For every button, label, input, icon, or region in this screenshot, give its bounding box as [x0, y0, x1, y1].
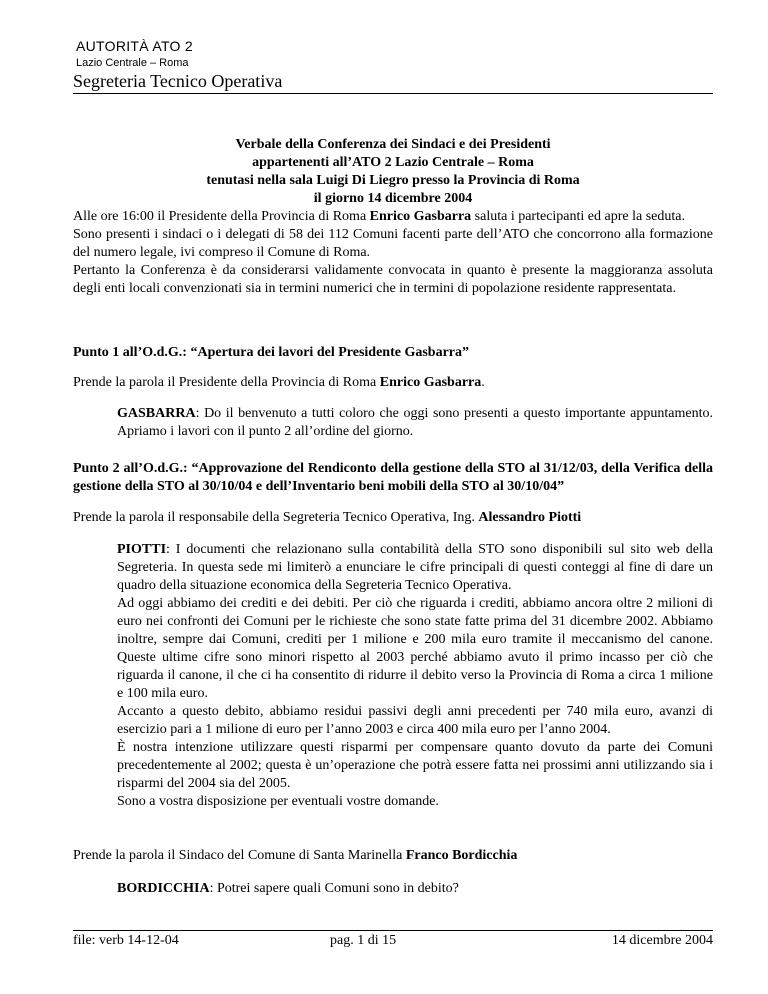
- speech-paragraph: Sono a vostra disposizione per eventuali vostre domande.: [117, 794, 439, 809]
- speaker-intro: Prende la parola il Presidente della Provincia di Roma Enrico Gasbarra.: [73, 375, 485, 390]
- speech-paragraph: Ad oggi abbiamo dei crediti e dei debiti. Per ciò che riguarda i crediti, abbiamo ancora oltre 2 milioni di euro nei confronti dei Comuni per le richieste che sono state fatte prima del 31 dicembre 2002. Abbiamo inoltre, sempre dai Comuni, crediti per 1 milione e 200 mila euro tramite il meccanismo del canone. Queste ultime cifre sono minori rispetto al 2003 perché abbiamo avuto il primo incasso per ciò che riguarda il canone, il che ci ha consentito di ridurre il debito verso la Provincia di Roma a circa 1 milione e 100 mila euro.: [117, 596, 713, 701]
- intro-paragraph: Alle ore 16:00 il Presidente della Provincia di Roma Enrico Gasbarra saluta i partecipanti ed apre la seduta.: [73, 209, 685, 224]
- title-line: tenutasi nella sala Luigi Di Liegro presso la Provincia di Roma: [206, 173, 580, 188]
- person-name: Franco Bordicchia: [405, 848, 518, 863]
- header-region: Lazio Centrale – Roma: [76, 57, 189, 69]
- speech-gasbarra: GASBARRA: Do il benvenuto a tutti coloro che oggi sono presenti a questo importante appuntamento. Apriamo i lavori con il punto 2 all’ordine del giorno.: [117, 406, 713, 439]
- agenda-item-1-heading: Punto 1 all’O.d.G.: “Apertura dei lavori del Presidente Gasbarra”: [73, 345, 469, 360]
- footer-divider: [73, 930, 713, 931]
- speaker-label: PIOTTI: [117, 542, 167, 557]
- speaker-intro: Prende la parola il responsabile della Segreteria Tecnico Operativa, Ing. Alessandro Piotti: [73, 510, 582, 525]
- speaker-intro: Prende la parola il Sindaco del Comune di Santa Marinella Franco Bordicchia: [73, 848, 518, 863]
- person-name: Enrico Gasbarra: [369, 209, 472, 224]
- speech-paragraph: È nostra intenzione utilizzare questi risparmi per compensare quanto dovuto da parte dei Comuni precedentemente al 2002; questa è un’operazione che potrà essere fatta nei prossimi anni utilizzando sia i risparmi del 2004 sia del 2005.: [117, 740, 713, 791]
- intro-paragraph: Pertanto la Conferenza è da considerarsi validamente convocata in quanto è presente la maggioranza assoluta degli enti locali convenzionati sia in termini numerici che in termini di popolazione residente rappresentata.: [73, 263, 713, 296]
- header-department: Segreteria Tecnico Operativa: [73, 71, 283, 91]
- title-line: appartenenti all’ATO 2 Lazio Centrale – Roma: [252, 155, 534, 170]
- speech-bordicchia: BORDICCHIA: Potrei sapere quali Comuni sono in debito?: [117, 881, 459, 896]
- header-authority: AUTORITÀ ATO 2: [76, 38, 194, 54]
- title-line: il giorno 14 dicembre 2004: [313, 191, 473, 206]
- speaker-label: BORDICCHIA: [117, 881, 210, 896]
- speech-paragraph: Accanto a questo debito, abbiamo residui passivi degli anni precedenti per 740 mila euro, avanzi di esercizio pari a 1 milione di euro per l’anno 2003 e circa 400 mila euro per l’anno 2004.: [117, 704, 713, 737]
- footer-page-number: pag. 1 di 15: [330, 933, 397, 948]
- speech-piotti: [117, 541, 713, 811]
- speech-paragraph: PIOTTI: I documenti che relazionano sulla contabilità della STO sono disponibili sul sito web della Segreteria. In questa sede mi limiterò a enunciare le cifre principali di questi conteggi al fine di dare un quadro della situazione economica della Segreteria Tecnico Operativa.: [117, 542, 713, 593]
- footer-file: file: verb 14-12-04: [73, 933, 179, 948]
- header-divider: [73, 93, 713, 94]
- title-line: Verbale della Conferenza dei Sindaci e dei Presidenti: [235, 137, 551, 152]
- agenda-item-2-heading: Punto 2 all’O.d.G.: “Approvazione del Rendiconto della gestione della STO al 31/12/03, della Verifica della gestione della STO al 30/10/04 e dell’Inventario beni mobili della STO al 30/10/04”: [73, 461, 713, 494]
- person-name: Enrico Gasbarra: [379, 375, 482, 390]
- footer-date: 14 dicembre 2004: [611, 933, 713, 948]
- intro-paragraphs: [73, 208, 713, 298]
- intro-paragraph: Sono presenti i sindaci o i delegati di 58 dei 112 Comuni facenti parte dell’ATO che concorrono alla formazione del numero legale, ivi compreso il Comune di Roma.: [73, 227, 713, 260]
- person-name: Alessandro Piotti: [478, 510, 582, 525]
- document-title: [73, 136, 713, 208]
- speaker-label: GASBARRA: [117, 406, 196, 421]
